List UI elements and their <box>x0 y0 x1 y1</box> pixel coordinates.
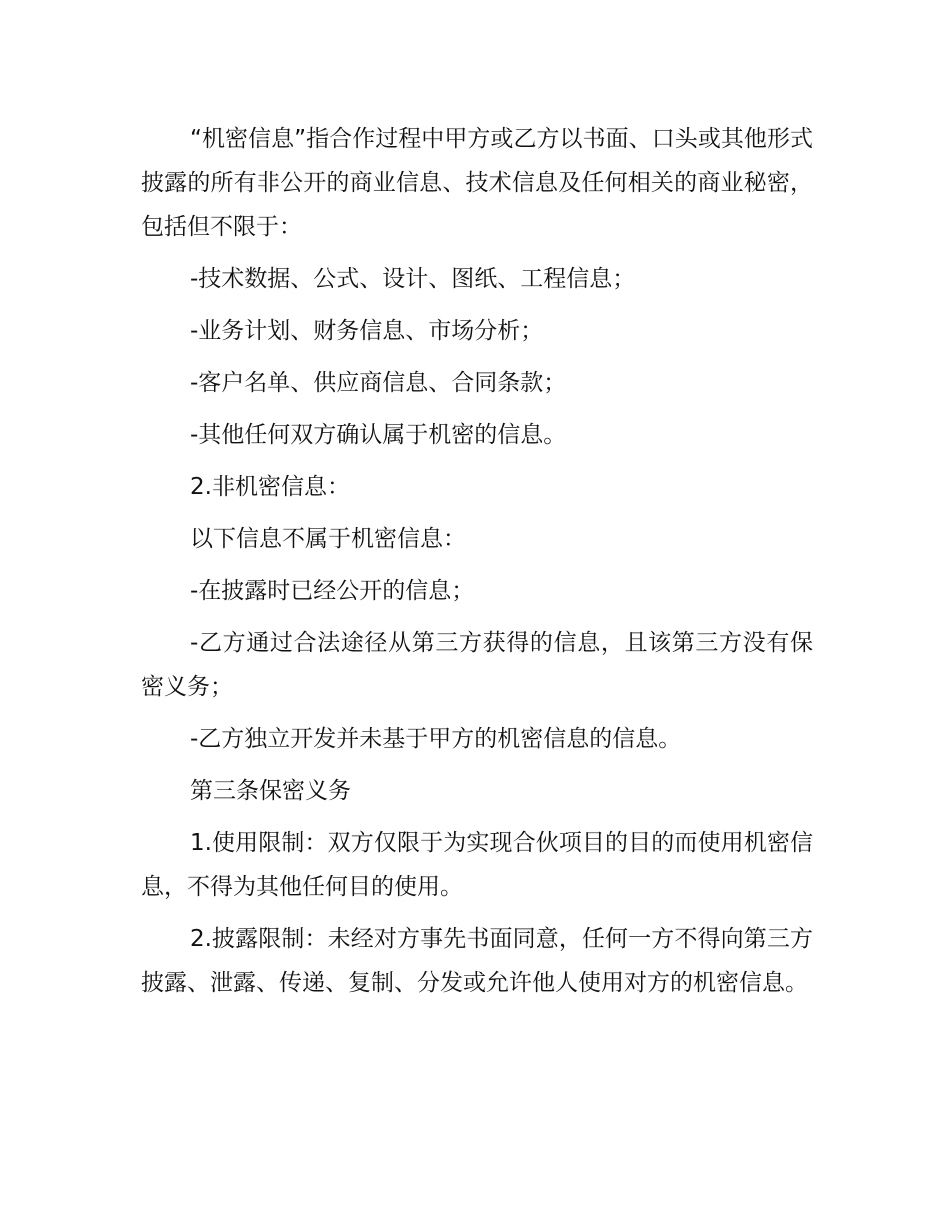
list-item-third-party-info: -乙方通过合法途径从第三方获得的信息，且该第三方没有保密义务； <box>141 630 813 700</box>
paragraph-non-confidential-intro: 以下信息不属于机密信息： <box>190 526 466 552</box>
clause-use-restriction: 1.使用限制：双方仅限于为实现合伙项目的目的而使用机密信息，不得为其他任何目的使用。 <box>141 830 813 900</box>
list-item-independent-development: -乙方独立开发并未基于甲方的机密信息的信息。 <box>190 726 682 752</box>
list-item-customer-lists: -客户名单、供应商信息、合同条款； <box>190 370 567 396</box>
clause-disclosure-restriction: 2.披露限制：未经对方事先书面同意，任何一方不得向第三方披露、泄露、传递、复制、分发或允许他人使用对方的机密信息。 <box>141 926 813 996</box>
section-heading-non-confidential: 2.非机密信息： <box>190 474 350 500</box>
list-item-technical-data: -技术数据、公式、设计、图纸、工程信息； <box>190 266 636 292</box>
list-item-other-confidential: -其他任何双方确认属于机密的信息。 <box>190 422 567 448</box>
document-page <box>141 117 813 1013</box>
list-item-public-info: -在披露时已经公开的信息； <box>190 578 475 604</box>
article-heading-confidentiality-obligations: 第三条保密义务 <box>190 778 351 804</box>
list-item-business-plans: -业务计划、财务信息、市场分析； <box>190 318 544 344</box>
paragraph-confidential-definition: “机密信息”指合作过程中甲方或乙方以书面、口头或其他形式披露的所有非公开的商业信息、技术信息及任何相关的商业秘密，包括但不限于： <box>141 126 813 240</box>
